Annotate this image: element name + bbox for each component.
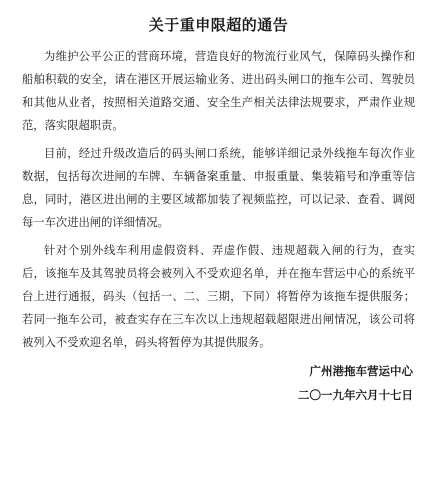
notice-paragraph-1: 为维护公平公正的营商环境，营造良好的物流行业风气，保障码头操作和船舶积载的安全，请在港区开展运输业务、进出码头闸口的拖车公司、驾驶员和其他从业者，按照相关道路交通、安全生产相关法律法规要求，严肃作业规范，落实限超职责。 (22, 50, 415, 132)
notice-paragraph-2: 目前，经过升级改造后的码头闸口系统，能够详细记录外线拖车每次作业数据，包括每次进闸的车牌、车辆备案重量、申报重量、集装箱号和净重等信息，同时，港区进出闸的主要区域都加装了视频监控，可以记录、查看、调阅每一车次进出闸的详细情况。 (22, 147, 415, 229)
notice-title: 关于重申限超的通告 (148, 16, 289, 34)
notice-date: 二〇一九年六月十七日 (298, 388, 413, 402)
notice-paragraph-3: 针对个别外线车利用虚假资料、弄虚作假、违规超载入闸的行为，查实后，该拖车及其驾驶员将会被列入不受欢迎名单，并在拖车营运中心的系统平台上进行通报，码头（包括一、二、三期，下同）将暂停为该拖车提供服务；若同一拖车公司，被查实存在三车次以上违规超载超限进出闸情况，该公司将被列入不受欢迎名单，码头将暂停为其提供服务。 (22, 244, 415, 349)
notice-issuer: 广州港拖车营运中心 (309, 364, 413, 378)
